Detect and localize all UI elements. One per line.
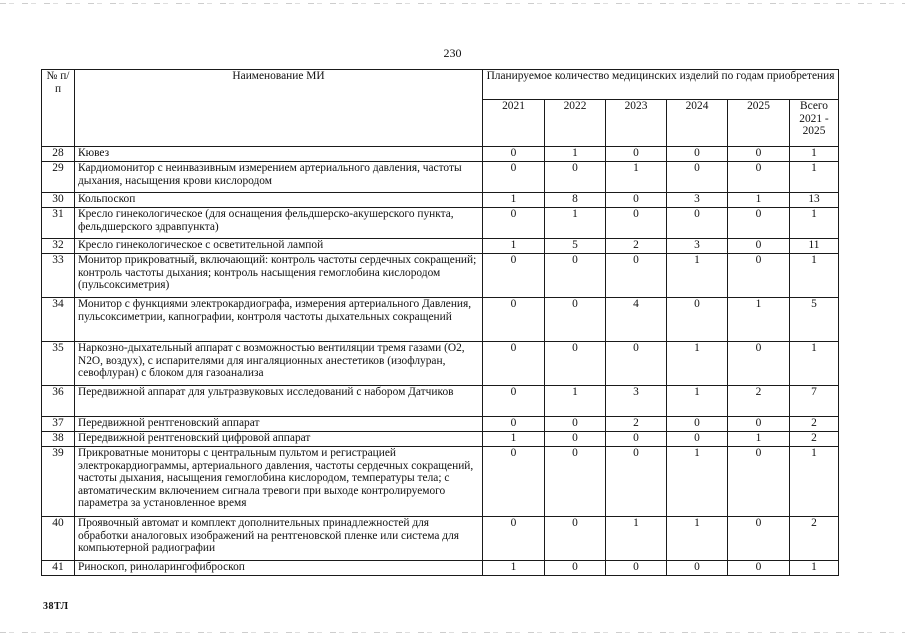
page-number: 230: [443, 46, 462, 60]
row-value-year: 0: [606, 447, 667, 517]
row-device-name: Кювез: [75, 147, 483, 162]
row-value-year: 0: [545, 447, 606, 517]
row-number: 31: [42, 208, 75, 239]
row-device-name: Кольпоскоп: [75, 193, 483, 208]
row-value-year: 0: [545, 517, 606, 561]
table-body: [42, 147, 839, 576]
row-value-year: 1: [667, 447, 728, 517]
row-device-name: Кардиомонитор с неинвазивным измерением артериального давления, частоты дыхания, насыщения крови кислородом: [75, 162, 483, 193]
header-year-2025: 2025: [728, 100, 790, 147]
row-value-year: 0: [667, 432, 728, 447]
row-value-year: 0: [545, 162, 606, 193]
row-number: 28: [42, 147, 75, 162]
row-device-name: Передвижной рентгеновский цифровой аппарат: [75, 432, 483, 447]
row-value-total: 1: [790, 162, 839, 193]
row-value-year: 0: [483, 254, 545, 298]
table-row: [42, 561, 839, 576]
row-value-year: 0: [728, 162, 790, 193]
row-value-year: 2: [606, 239, 667, 254]
row-value-year: 0: [606, 561, 667, 576]
table-row: [42, 298, 839, 342]
row-value-year: 0: [483, 208, 545, 239]
row-value-year: 0: [545, 254, 606, 298]
row-value-year: 0: [728, 447, 790, 517]
row-value-year: 0: [667, 561, 728, 576]
row-value-total: 2: [790, 417, 839, 432]
row-value-year: 0: [606, 432, 667, 447]
table-row: [42, 147, 839, 162]
header-number: № п/п: [42, 70, 75, 147]
row-device-name: Передвижной рентгеновский аппарат: [75, 417, 483, 432]
row-value-total: 13: [790, 193, 839, 208]
table-row: [42, 432, 839, 447]
row-value-year: 0: [483, 447, 545, 517]
footer-document-code: 38ТЛ: [43, 601, 69, 612]
row-value-year: 0: [483, 342, 545, 386]
scan-artifact-bottom: [0, 632, 905, 633]
row-value-year: 0: [667, 162, 728, 193]
row-value-year: 0: [606, 342, 667, 386]
row-value-year: 0: [606, 208, 667, 239]
row-value-year: 1: [728, 432, 790, 447]
row-value-year: 0: [606, 193, 667, 208]
row-value-year: 0: [728, 254, 790, 298]
row-device-name: Прикроватные мониторы с центральным пультом и регистрацией электрокардиограммы, артериального давления, частоты сердечных сокращений, частоты дыхания, насыщения гемоглобина кислородом, температуры тела; с автоматическим включением сигнала тревоги при выходе контролируемого параметра за установленное время: [75, 447, 483, 517]
row-number: 30: [42, 193, 75, 208]
row-number: 39: [42, 447, 75, 517]
row-value-total: 2: [790, 432, 839, 447]
row-number: 41: [42, 561, 75, 576]
row-value-year: 0: [728, 561, 790, 576]
table-row: [42, 517, 839, 561]
row-value-total: 1: [790, 254, 839, 298]
row-value-year: 0: [483, 417, 545, 432]
row-value-year: 0: [728, 239, 790, 254]
row-device-name: Монитор с функциями электрокардиографа, измерения артериального Давления, пульсоксиметрии, капнографии, контроля частоты дыхательных сокращений: [75, 298, 483, 342]
table-row: [42, 447, 839, 517]
row-value-total: 1: [790, 561, 839, 576]
row-value-year: 0: [728, 208, 790, 239]
scan-artifact-top: [0, 3, 905, 4]
row-value-year: 0: [667, 417, 728, 432]
row-value-year: 0: [728, 417, 790, 432]
row-value-year: 0: [667, 298, 728, 342]
row-value-total: 1: [790, 447, 839, 517]
row-value-year: 1: [606, 162, 667, 193]
row-device-name: Кресло гинекологическое с осветительной лампой: [75, 239, 483, 254]
row-value-year: 2: [606, 417, 667, 432]
row-value-year: 0: [728, 147, 790, 162]
row-value-year: 0: [483, 162, 545, 193]
row-value-total: 11: [790, 239, 839, 254]
row-number: 33: [42, 254, 75, 298]
row-number: 40: [42, 517, 75, 561]
medical-devices-table: [41, 69, 839, 576]
row-value-year: 1: [728, 193, 790, 208]
row-value-year: 1: [667, 386, 728, 417]
row-value-total: 1: [790, 342, 839, 386]
row-value-year: 0: [606, 147, 667, 162]
table-row: [42, 342, 839, 386]
row-value-year: 1: [606, 517, 667, 561]
row-number: 36: [42, 386, 75, 417]
row-value-year: 1: [483, 193, 545, 208]
row-value-year: 0: [483, 147, 545, 162]
row-value-year: 3: [606, 386, 667, 417]
row-number: 37: [42, 417, 75, 432]
row-value-year: 0: [545, 432, 606, 447]
row-value-year: 2: [728, 386, 790, 417]
header-planned-quantity: Планируемое количество медицинских изделий по годам приобретения: [483, 70, 839, 100]
row-device-name: Проявочный автомат и комплект дополнительных принадлежностей для обработки аналоговых изображений на рентгеновской пленке или система для компьютерной радиографии: [75, 517, 483, 561]
table-row: [42, 254, 839, 298]
row-number: 32: [42, 239, 75, 254]
row-value-year: 0: [667, 208, 728, 239]
header-total: Всего 2021 - 2025: [790, 100, 839, 147]
row-device-name: Передвижной аппарат для ультразвуковых исследований с набором Датчиков: [75, 386, 483, 417]
row-number: 38: [42, 432, 75, 447]
row-value-year: 0: [545, 342, 606, 386]
table-row: [42, 239, 839, 254]
row-value-year: 1: [667, 517, 728, 561]
row-number: 29: [42, 162, 75, 193]
row-value-year: 0: [483, 298, 545, 342]
row-value-year: 3: [667, 193, 728, 208]
row-value-year: 3: [667, 239, 728, 254]
row-value-year: 0: [483, 386, 545, 417]
row-value-year: 0: [483, 517, 545, 561]
header-year-2023: 2023: [606, 100, 667, 147]
row-device-name: Риноскоп, риноларингофиброскоп: [75, 561, 483, 576]
row-value-year: 1: [545, 386, 606, 417]
header-year-2021: 2021: [483, 100, 545, 147]
row-number: 34: [42, 298, 75, 342]
row-value-year: 5: [545, 239, 606, 254]
row-value-year: 8: [545, 193, 606, 208]
row-value-year: 0: [728, 342, 790, 386]
row-value-year: 1: [545, 208, 606, 239]
row-value-total: 2: [790, 517, 839, 561]
row-value-total: 5: [790, 298, 839, 342]
table-row: [42, 193, 839, 208]
header-year-2024: 2024: [667, 100, 728, 147]
row-value-year: 1: [545, 147, 606, 162]
table-row: [42, 417, 839, 432]
row-value-year: 0: [545, 417, 606, 432]
row-value-total: 1: [790, 147, 839, 162]
row-value-year: 0: [545, 561, 606, 576]
row-value-year: 0: [667, 147, 728, 162]
row-value-year: 1: [483, 561, 545, 576]
row-value-year: 1: [483, 239, 545, 254]
row-value-year: 4: [606, 298, 667, 342]
table-row: [42, 386, 839, 417]
row-value-year: 0: [728, 517, 790, 561]
row-value-year: 0: [606, 254, 667, 298]
row-device-name: Кресло гинекологическое (для оснащения фельдшерско-акушерского пункта, фельдшерского здравпункта): [75, 208, 483, 239]
row-device-name: Наркозно-дыхательный аппарат с возможностью вентиляции тремя газами (O2, N2O, воздух), с испарителями для ингаляционных анестетиков (изофлуран, севофлуран) с блоком для газоанализа: [75, 342, 483, 386]
header-year-2022: 2022: [545, 100, 606, 147]
row-device-name: Монитор прикроватный, включающий: контроль частоты сердечных сокращений; контроль частоты дыхания; контроль насыщения гемоглобина кислородом (пульсоксиметрия): [75, 254, 483, 298]
header-name: Наименование МИ: [75, 70, 483, 147]
row-value-year: 1: [667, 254, 728, 298]
row-value-total: 7: [790, 386, 839, 417]
row-value-year: 1: [728, 298, 790, 342]
row-value-year: 0: [545, 298, 606, 342]
table-row: [42, 208, 839, 239]
row-value-year: 1: [667, 342, 728, 386]
row-value-year: 1: [483, 432, 545, 447]
row-number: 35: [42, 342, 75, 386]
table-row: [42, 162, 839, 193]
row-value-total: 1: [790, 208, 839, 239]
